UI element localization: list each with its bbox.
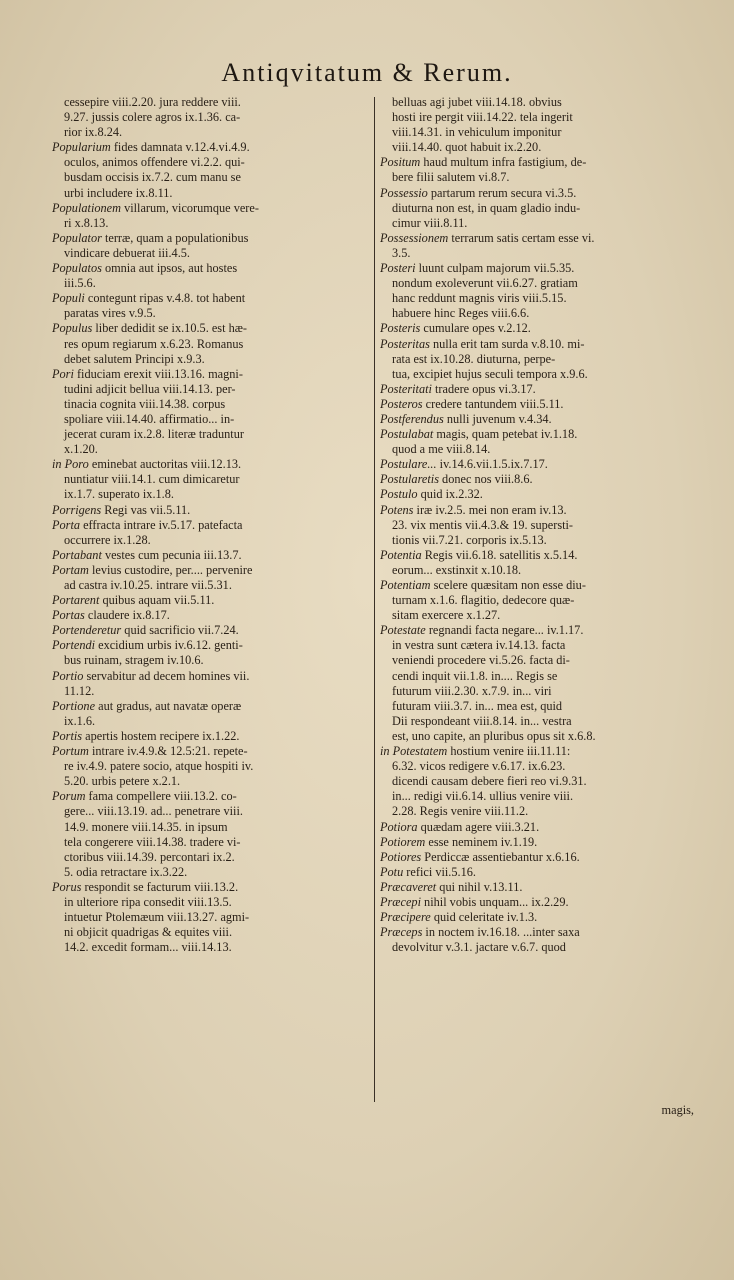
index-text: bere filii salutem vi.8.7.: [392, 170, 510, 185]
index-line: [380, 125, 702, 140]
index-headword: Porrigens: [52, 502, 102, 517]
index-text: busdam occisis ix.7.2. cum manu se: [64, 170, 241, 185]
index-line: [52, 850, 370, 865]
index-text: ix.1.7. superato ix.1.8.: [64, 487, 174, 502]
index-line: [52, 487, 370, 502]
index-headword: Potu: [380, 864, 404, 879]
index-line: [52, 880, 370, 895]
index-text: oculos, animos offendere vi.2.2. qui-: [64, 155, 245, 170]
running-head: Antiqvitatum & Rerum.: [221, 58, 513, 87]
index-text: servabitur ad decem homines vii.: [83, 668, 250, 683]
index-text: credere tantundem viii.5.11.: [422, 396, 564, 411]
index-text: re iv.4.9. patere socio, atque hospiti iv.: [64, 759, 254, 774]
index-line: [52, 427, 370, 442]
index-headword: Portis: [52, 728, 83, 743]
index-text: bus ruinam, stragem iv.10.6.: [64, 653, 204, 668]
index-text: quid sacrificio vii.7.24.: [121, 623, 239, 638]
index-text: devolvitur v.3.1. jactare v.6.7. quod: [392, 940, 566, 955]
index-line: [380, 306, 702, 321]
index-text: villarum, vicorumque vere-: [121, 200, 259, 215]
index-text: res opum regiarum x.6.23. Romanus: [64, 336, 244, 351]
index-headword: Portam: [52, 562, 89, 577]
index-text: x.1.20.: [64, 442, 98, 457]
catchword: magis,: [661, 1103, 694, 1117]
index-text: haud multum infra fastigium, de-: [420, 155, 587, 170]
index-text: Perdiccæ assentiebantur x.6.16.: [421, 849, 580, 864]
index-line: [52, 170, 370, 185]
index-text: 6.32. vicos redigere v.6.17. ix.6.23.: [392, 759, 566, 774]
index-text: est, uno capite, an pluribus opus sit x.6.8.: [392, 728, 596, 743]
index-headword: Portio: [52, 668, 84, 683]
index-headword: Præceps: [380, 925, 423, 940]
index-line: [380, 321, 702, 336]
index-line: [380, 261, 702, 276]
left-column: [52, 95, 370, 955]
index-line: [52, 548, 370, 563]
index-headword: Potiores: [380, 849, 422, 864]
index-text: 14.2. excedit formam... viii.14.13.: [64, 940, 232, 955]
index-line: [380, 759, 702, 774]
index-text: intuetur Ptolemæum viii.13.27. agmi-: [64, 910, 250, 925]
index-line: [380, 337, 702, 352]
index-headword: Portum: [52, 744, 89, 759]
index-text: Dii respondeant viii.8.14. in... vestra: [392, 713, 572, 728]
index-line: [380, 246, 702, 261]
index-text: nulla erit tam surda v.8.10. mi-: [429, 336, 585, 351]
index-line: [52, 472, 370, 487]
index-line: [380, 820, 702, 835]
index-text: nondum exoleverunt vii.6.27. gratiam: [392, 276, 578, 291]
index-line: [52, 291, 370, 306]
index-headword: in Poro: [52, 457, 89, 472]
index-text: hostium venire iii.11.11:: [447, 744, 571, 759]
index-line: [380, 548, 702, 563]
index-headword: Potentiam: [380, 578, 431, 592]
index-headword: Potens: [380, 502, 414, 517]
index-line: [380, 231, 702, 246]
index-text: dicendi causam debere fieri reo vi.9.31.: [392, 774, 587, 789]
index-line: [52, 608, 370, 623]
index-text: hosti ire pergit viii.14.22. tela ingerit: [392, 110, 573, 125]
index-text: ctoribus viii.14.39. percontari ix.2.: [64, 849, 235, 864]
index-text: 5. odia retractare ix.3.22.: [64, 864, 188, 879]
index-headword: Præcaveret: [380, 879, 437, 894]
index-headword: Positum: [380, 155, 421, 170]
index-text: sitam exercere x.1.27.: [392, 608, 501, 623]
index-text: tinacia cognita viii.14.38. corpus: [64, 396, 226, 411]
index-headword: Posteritas: [380, 336, 430, 351]
index-line: [52, 910, 370, 925]
index-text: terrarum satis certam esse vi.: [448, 230, 595, 245]
index-text: iræ iv.2.5. mei non eram iv.13.: [413, 502, 567, 517]
index-text: in ulteriore ripa consedit viii.13.5.: [64, 894, 232, 909]
index-line: [52, 563, 370, 578]
index-headword: Populationem: [52, 200, 121, 215]
index-text: scelere quæsitam non esse diu-: [430, 578, 586, 592]
index-line: [380, 291, 702, 306]
index-text: aut gradus, aut navatæ operæ: [95, 698, 242, 713]
index-line: [52, 518, 370, 533]
index-line: [52, 503, 370, 518]
index-line: [52, 321, 370, 336]
index-text: respondit se facturum viii.13.2.: [81, 879, 239, 894]
index-line: [380, 472, 702, 487]
index-text: quod a me viii.8.14.: [392, 442, 491, 457]
index-headword: Posteritati: [380, 381, 432, 396]
index-headword: Populatos: [52, 261, 102, 276]
index-headword: Porus: [52, 879, 82, 894]
index-text: iii.5.6.: [64, 276, 96, 291]
index-line: [380, 804, 702, 819]
index-text: 23. vix mentis vii.4.3.& 19. supersti-: [392, 517, 574, 532]
index-line: [380, 518, 702, 533]
index-line: [52, 774, 370, 789]
index-line: [52, 714, 370, 729]
index-line: [380, 397, 702, 412]
index-line: [380, 578, 702, 593]
index-line: [52, 201, 370, 216]
index-headword: Portenderetur: [52, 623, 122, 638]
index-line: [52, 110, 370, 125]
index-line: [380, 774, 702, 789]
index-text: 14.9. monere viii.14.35. in ipsum: [64, 819, 228, 834]
index-line: [380, 623, 702, 638]
index-line: [380, 669, 702, 684]
index-headword: Portas: [52, 608, 85, 623]
index-line: [380, 865, 702, 880]
index-line: [52, 442, 370, 457]
index-text: claudere ix.8.17.: [84, 608, 170, 623]
index-text: ri x.8.13.: [64, 215, 109, 230]
index-headword: Porta: [52, 517, 81, 532]
index-line: [380, 789, 702, 804]
index-text: regnandi facta negare... iv.1.17.: [425, 623, 584, 638]
index-text: turnam x.1.6. flagitio, dedecore quæ-: [392, 593, 575, 608]
index-text: iv.14.6.vii.1.5.ix.7.17.: [436, 457, 548, 472]
index-line: [52, 820, 370, 835]
index-line: [52, 653, 370, 668]
index-line: [52, 140, 370, 155]
index-text: futuram viii.3.7. in... mea est, quid: [392, 698, 563, 713]
index-text: paratas vires v.9.5.: [64, 306, 156, 321]
index-line: [52, 382, 370, 397]
index-line: [380, 880, 702, 895]
index-text: eminebat auctoritas viii.12.13.: [88, 457, 242, 472]
index-line: [380, 714, 702, 729]
column-divider: [374, 97, 375, 1102]
index-line: [52, 865, 370, 880]
index-line: [52, 925, 370, 940]
index-text: refici vii.5.16.: [403, 864, 476, 879]
index-text: vindicare debuerat iii.4.5.: [64, 245, 190, 260]
index-headword: Portarent: [52, 593, 100, 608]
index-text: ad castra iv.10.25. intrare vii.5.31.: [64, 578, 232, 592]
index-text: in vestra sunt cætera iv.14.13. facta: [392, 638, 566, 653]
index-text: intrare iv.4.9.& 12.5:21. repete-: [88, 744, 248, 759]
index-line: [380, 382, 702, 397]
index-text: contegunt ripas v.4.8. tot habent: [84, 291, 246, 306]
index-headword: Postferendus: [380, 411, 444, 426]
index-line: [380, 608, 702, 623]
index-line: [52, 638, 370, 653]
index-headword: Potiorem: [380, 834, 426, 849]
index-text: occurrere ix.1.28.: [64, 532, 151, 547]
index-line: [380, 170, 702, 185]
index-line: [52, 95, 370, 110]
index-text: spoliare viii.14.40. affirmatio... in-: [64, 411, 235, 426]
index-line: [52, 789, 370, 804]
index-line: [52, 759, 370, 774]
index-text: qui nihil v.13.11.: [436, 879, 523, 894]
index-line: [380, 910, 702, 925]
index-line: [52, 337, 370, 352]
index-line: [380, 442, 702, 457]
index-text: jecerat curam ix.2.8. literæ traduntur: [64, 427, 244, 442]
index-line: [52, 593, 370, 608]
index-headword: Potestate: [380, 623, 426, 638]
index-line: [52, 457, 370, 472]
index-line: [380, 352, 702, 367]
index-text: rior ix.8.24.: [64, 125, 123, 140]
index-headword: Populus: [52, 321, 93, 336]
index-text: hanc reddunt magnis viris viii.5.15.: [392, 291, 567, 306]
index-line: [52, 744, 370, 759]
index-headword: Præcipere: [380, 910, 431, 925]
index-headword: Possessio: [380, 185, 428, 200]
index-text: cendi inquit vii.1.8. in.... Regis se: [392, 668, 558, 683]
index-text: veniendi procedere vi.5.26. facta di-: [392, 653, 570, 668]
index-text: urbi includere ix.8.11.: [64, 185, 173, 200]
index-headword: Postulare...: [380, 457, 437, 472]
index-text: quibus aquam vii.5.11.: [99, 593, 215, 608]
index-line: [52, 533, 370, 548]
right-column: [380, 95, 702, 955]
index-line: [52, 835, 370, 850]
index-line: [380, 95, 702, 110]
index-text: quid celeritate iv.1.3.: [430, 910, 538, 925]
index-line: [380, 186, 702, 201]
index-text: levius custodire, per.... pervenire: [88, 562, 253, 577]
index-text: in... redigi vii.6.14. ullius venire viii.: [392, 789, 574, 804]
index-text: terræ, quam a populationibus: [101, 230, 249, 245]
index-line: [380, 729, 702, 744]
index-line: [380, 895, 702, 910]
index-headword: Potentia: [380, 547, 422, 562]
index-text: Regi vas vii.5.11.: [101, 502, 191, 517]
index-text: debet salutem Principi x.9.3.: [64, 351, 205, 366]
index-text: quædam agere viii.3.21.: [417, 819, 540, 834]
index-line: [380, 427, 702, 442]
index-line: [52, 578, 370, 593]
index-text: cessepire viii.2.20. jura reddere viii.: [64, 95, 241, 109]
index-line: [380, 940, 702, 955]
index-line: [380, 563, 702, 578]
index-text: liber dedidit se ix.10.5. est hæ-: [92, 321, 248, 336]
index-text: diuturna non est, in quam gladio indu-: [392, 200, 581, 215]
index-headword: Portabant: [52, 547, 102, 562]
index-line: [380, 457, 702, 472]
index-headword: Postulo: [380, 487, 418, 502]
index-line: [52, 367, 370, 382]
index-line: [52, 231, 370, 246]
index-headword: Popularium: [52, 140, 111, 155]
index-line: [52, 246, 370, 261]
index-text: cumulare opes v.2.12.: [420, 321, 531, 336]
index-text: fides damnata v.12.4.vi.4.9.: [110, 140, 250, 155]
index-headword: Pori: [52, 366, 74, 381]
index-headword: Populator: [52, 230, 102, 245]
index-text: nulli juvenum v.4.34.: [443, 411, 552, 426]
index-line: [52, 940, 370, 955]
index-headword: Posteri: [380, 261, 416, 276]
index-text: donec nos viii.8.6.: [438, 472, 533, 487]
index-text: tradere opus vi.3.17.: [431, 381, 536, 396]
index-line: [380, 925, 702, 940]
index-text: 9.27. jussis colere agros ix.1.36. ca-: [64, 110, 241, 125]
index-text: 11.12.: [64, 683, 95, 698]
index-text: in noctem iv.16.18. ...inter saxa: [422, 925, 580, 940]
index-line: [380, 140, 702, 155]
index-line: [380, 835, 702, 850]
index-line: [52, 125, 370, 140]
index-text: 2.28. Regis venire viii.11.2.: [392, 804, 529, 819]
index-text: omnia aut ipsos, aut hostes: [101, 261, 238, 276]
index-line: [380, 412, 702, 427]
index-line: [52, 729, 370, 744]
index-line: [380, 653, 702, 668]
index-headword: Postularetis: [380, 472, 439, 487]
index-headword: Potiora: [380, 819, 418, 834]
index-text: rata est ix.10.28. diuturna, perpe-: [392, 351, 556, 366]
index-line: [380, 276, 702, 291]
index-line: [380, 110, 702, 125]
index-headword: Postulabat: [380, 427, 434, 442]
index-line: [380, 744, 702, 759]
index-text: viii.14.31. in vehiculum imponitur: [392, 125, 562, 140]
index-text: fama compellere viii.13.2. co-: [85, 789, 237, 804]
index-headword: Posteros: [380, 396, 423, 411]
index-headword: Portendi: [52, 638, 96, 653]
index-text: magis, quam petebat iv.1.18.: [433, 427, 578, 442]
index-line: [380, 850, 702, 865]
index-text: eorum... exstinxit x.10.18.: [392, 562, 522, 577]
index-text: Regis vii.6.18. satellitis x.5.14.: [421, 547, 578, 562]
index-text: partarum rerum secura vi.3.5.: [427, 185, 577, 200]
index-line: [380, 503, 702, 518]
index-line: [52, 276, 370, 291]
index-line: [52, 623, 370, 638]
index-line: [52, 155, 370, 170]
index-line: [380, 216, 702, 231]
index-text: ix.1.6.: [64, 713, 96, 728]
index-line: [52, 397, 370, 412]
index-text: fiduciam erexit viii.13.16. magni-: [73, 366, 243, 381]
index-text: nuntiatur viii.14.1. cum dimicaretur: [64, 472, 240, 487]
index-text: ni objicit quadrigas & equites viii.: [64, 925, 233, 940]
index-text: quid ix.2.32.: [417, 487, 483, 502]
index-line: [52, 699, 370, 714]
index-text: futurum viii.2.30. x.7.9. in... viri: [392, 683, 552, 698]
index-text: tua, excipiet hujus seculi tempora x.9.6.: [392, 366, 588, 381]
index-line: [52, 895, 370, 910]
index-text: gere... viii.13.19. ad... penetrare viii.: [64, 804, 243, 819]
index-headword: Porum: [52, 789, 86, 804]
index-text: cimur viii.8.11.: [392, 215, 468, 230]
index-line: [52, 669, 370, 684]
index-text: luunt culpam majorum vii.5.35.: [415, 261, 575, 276]
index-headword: Posteris: [380, 321, 421, 336]
index-headword: Populi: [52, 291, 85, 306]
index-text: tionis vii.7.21. corporis ix.5.13.: [392, 532, 547, 547]
index-line: [380, 487, 702, 502]
index-text: apertis hostem recipere ix.1.22.: [82, 728, 240, 743]
index-line: [52, 412, 370, 427]
index-text: tudini adjicit bellua viii.14.13. per-: [64, 381, 236, 396]
index-headword: Portione: [52, 698, 96, 713]
index-line: [52, 306, 370, 321]
index-text: vestes cum pecunia iii.13.7.: [101, 547, 242, 562]
index-text: belluas agi jubet viii.14.18. obvius: [392, 95, 562, 109]
index-line: [52, 804, 370, 819]
index-line: [52, 186, 370, 201]
index-headword: Præcepi: [380, 894, 421, 909]
index-line: [380, 155, 702, 170]
index-text: viii.14.40. quot habuit ix.2.20.: [392, 140, 542, 155]
index-line: [380, 638, 702, 653]
index-line: [380, 699, 702, 714]
index-text: esse neminem iv.1.19.: [425, 834, 538, 849]
index-line: [52, 216, 370, 231]
index-line: [52, 261, 370, 276]
index-text: excidium urbis iv.6.12. genti-: [95, 638, 243, 653]
index-line: [380, 201, 702, 216]
index-text: nihil vobis unquam... ix.2.29.: [420, 894, 569, 909]
index-line: [52, 352, 370, 367]
index-text: habuere hinc Reges viii.6.6.: [392, 306, 530, 321]
index-line: [52, 684, 370, 699]
index-text: effracta intrare iv.5.17. patefacta: [80, 517, 243, 532]
index-line: [380, 684, 702, 699]
index-line: [380, 533, 702, 548]
index-headword: in Potestatem: [380, 744, 448, 759]
index-text: 3.5.: [392, 245, 411, 260]
index-line: [380, 367, 702, 382]
index-text: 5.20. urbis petere x.2.1.: [64, 774, 181, 789]
index-text: tela congerere viii.14.38. tradere vi-: [64, 834, 241, 849]
index-headword: Possessionem: [380, 230, 449, 245]
index-line: [380, 593, 702, 608]
